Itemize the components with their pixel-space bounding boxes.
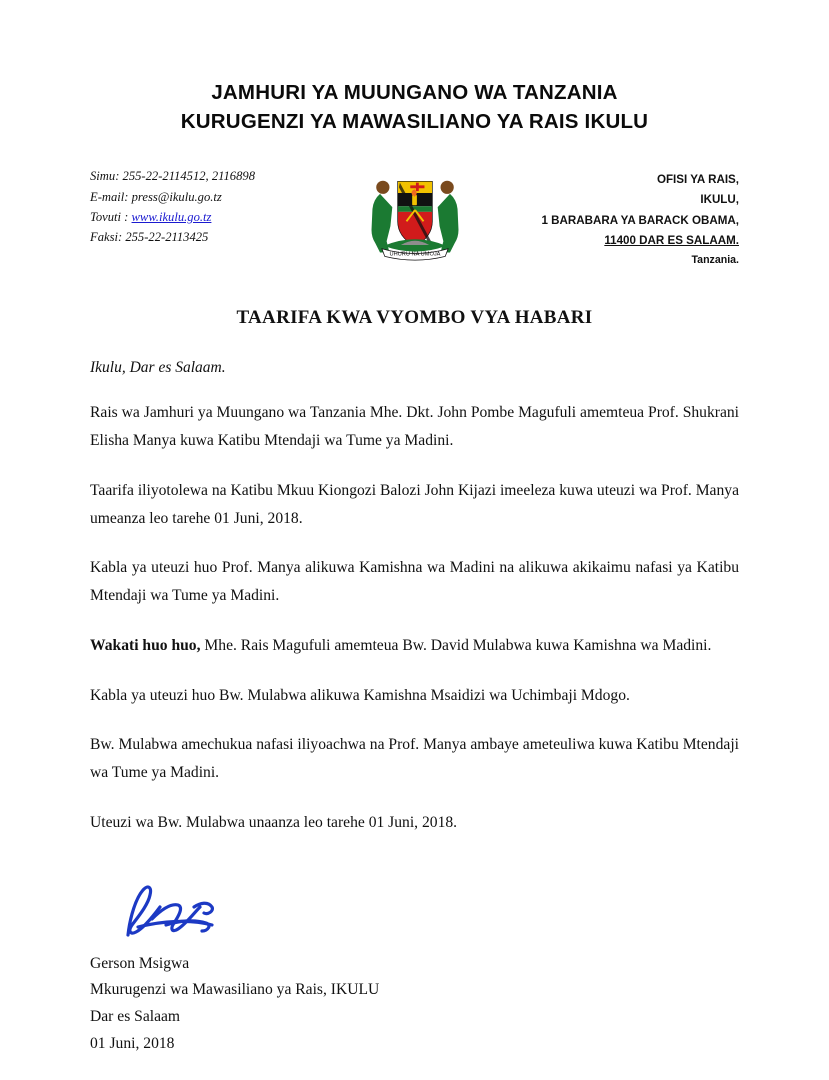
address-line-2: IKULU, [700, 193, 739, 207]
document-title: TAARIFA KWA VYOMBO VYA HABARI [236, 307, 593, 329]
place-line: Ikulu, Dar es Salaam. [90, 359, 226, 377]
address-line-4: 11400 DAR ES SALAAM. [604, 233, 739, 247]
body-paragraph-emphasized [90, 632, 739, 660]
letterhead-title [90, 78, 739, 136]
signer-date: 01 Juni, 2018 [90, 1035, 175, 1053]
signature-area [90, 883, 739, 949]
body-paragraph: Uteuzi wa Bw. Mulabwa unaanza leo tarehe 01 Juni, 2018. [90, 813, 458, 831]
address-line-1: OFISI YA RAIS, [656, 173, 739, 187]
letterhead-line-1: JAMHURI YA MUUNGANO WA TANZANIA [211, 81, 618, 104]
address-line-3: 1 BARABARA YA BARACK OBAMA, [541, 213, 739, 227]
body-paragraph: Kabla ya uteuzi huo Prof. Manya alikuwa Kamishna wa Madini na alikuwa akikaimu nafasi ya Katibu Mtendaji wa Tume ya Madini. [90, 559, 739, 605]
contact-fax: Faksi: 255-22-2113425 [90, 230, 209, 245]
contact-block [90, 162, 340, 248]
signer-role: Mkurugenzi wa Mawasiliano ya Rais, IKULU [90, 981, 380, 999]
contact-email: E-mail: press@ikulu.go.tz [90, 189, 222, 204]
signer-name: Gerson Msigwa [90, 954, 190, 972]
handwritten-signature-icon [108, 877, 238, 947]
svg-text:UHURU NA UMOJA: UHURU NA UMOJA [389, 251, 440, 258]
contact-phone: Simu: 255-22-2114512, 2116898 [90, 169, 255, 184]
body-paragraph: Rais wa Jamhuri ya Muungano wa Tanzania Mhe. Dkt. John Pombe Magufuli amemteua Prof. Shukrani Elisha Manya kuwa Katibu Mtendaji wa Tume ya Madini. [90, 404, 739, 450]
body-paragraph: Taarifa iliyotolewa na Katibu Mkuu Kiongozi Balozi John Kijazi imeeleza kuwa uteuzi wa Prof. Manya umeanza leo tarehe 01 Juni, 2018. [90, 481, 739, 527]
contact-website-label: Tovuti : [90, 210, 132, 224]
paragraph-bold-lead: Wakati huo huo, [90, 636, 201, 654]
contact-website-row [90, 207, 340, 227]
tanzania-coat-of-arms-icon [363, 158, 467, 262]
body-paragraph: Kabla ya uteuzi huo Bw. Mulabwa alikuwa Kamishna Msaidizi wa Uchimbaji Mdogo. [90, 686, 630, 704]
paragraph-bold-rest: Mhe. Rais Magufuli amemteua Bw. David Mulabwa kuwa Kamishna wa Madini. [200, 636, 712, 654]
body-paragraph: Bw. Mulabwa amechukua nafasi iliyoachwa na Prof. Manya ambaye ameteuliwa kuwa Katibu Mtendaji wa Tume ya Madini. [90, 736, 739, 782]
signer-city: Dar es Salaam [90, 1008, 181, 1026]
contact-website-link[interactable]: www.ikulu.go.tz [131, 210, 212, 224]
signature-details [90, 951, 739, 1058]
address-line-5: Tanzania. [691, 253, 739, 266]
address-block [489, 162, 739, 269]
letterhead-line-2: KURUGENZI YA MAWASILIANO YA RAIS IKULU [180, 110, 649, 134]
letterhead-meta [90, 162, 739, 269]
